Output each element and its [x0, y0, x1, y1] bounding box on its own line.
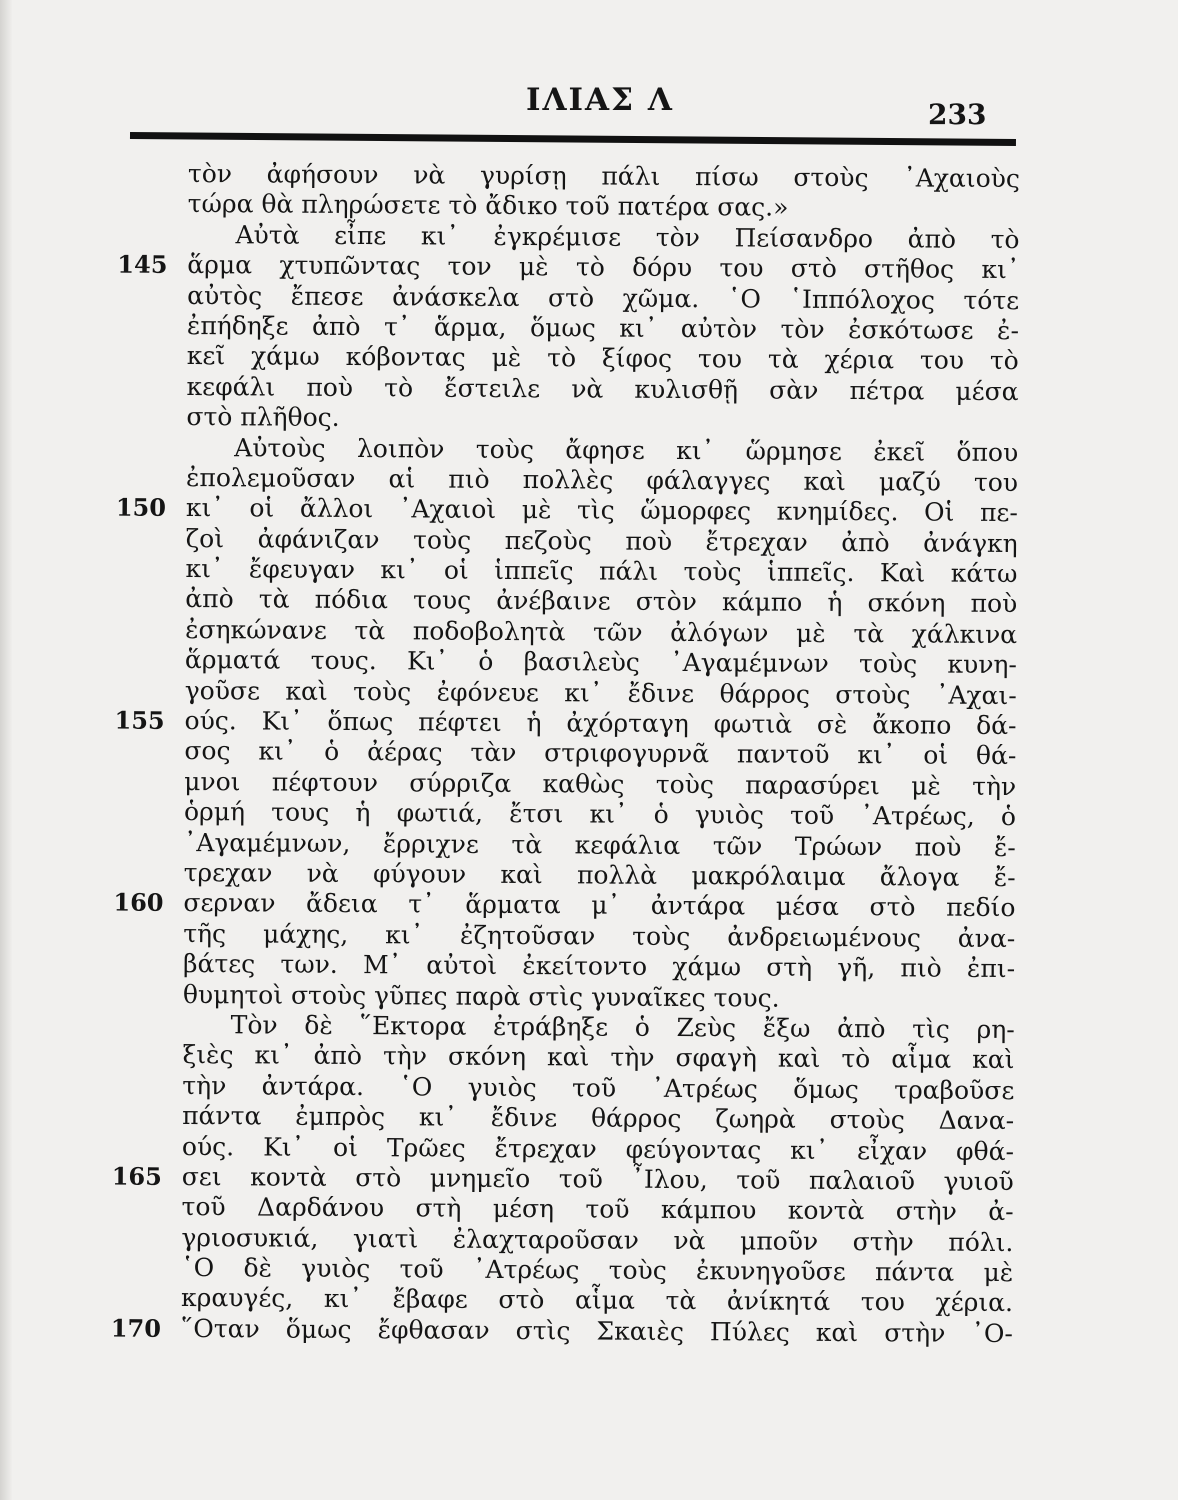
- text-line: [184, 858, 1016, 893]
- text-line: [181, 1223, 1013, 1258]
- text-line-content: σερναν ἄδεια τ᾿ ἅρματα μ᾿ ἀντάρα μέσα στὸ πεδίο: [183, 888, 1016, 923]
- text-line-content: γριοσυκιά, γιατὶ ἐλαχταροῦσαν νὰ μποῦν στὴν πόλι.: [181, 1222, 1014, 1257]
- text-line-content: ὁρμή τους ἡ φωτιά, ἔτσι κι᾿ ὁ γυιὸς τοῦ ᾿Ατρέως, ὁ: [183, 797, 1017, 832]
- text-line: [188, 189, 1020, 224]
- text-line-content: κραυγές, κι᾿ ἔβαφε στὸ αἷμα τὰ ἀνίκητά του χέρια.: [180, 1283, 1014, 1318]
- text-line: [182, 1192, 1014, 1227]
- page-left-edge-shadow: [0, 0, 12, 1500]
- text-line-content: κι᾿ οἱ ἄλλοι ᾿Αχαιοὶ μὲ τὶς ὥμορφες κνημίδες. Οἱ πε-: [185, 493, 1018, 528]
- text-line: [187, 281, 1019, 316]
- text-line-content: κεῖ χάμω κόβοντας μὲ τὸ ξίφος του τὰ χέρια του τὸ: [186, 341, 1019, 376]
- verse-line-number: 160: [113, 887, 164, 918]
- text-line: [184, 797, 1016, 832]
- verse-line-number: 145: [117, 249, 168, 280]
- text-line: [187, 341, 1019, 376]
- text-line-content: ἐπολεμοῦσαν αἱ πιὸ πολλὲς φάλαγγες καὶ μαζύ του: [185, 462, 1019, 497]
- text-line-content: ἅρματά τους. Κι᾿ ὁ βασιλεὺς ᾿Αγαμέμνων τοὺς κυνη-: [184, 645, 1018, 680]
- text-line-content: σος κι᾿ ὁ ἀέρας τὰν στριφογυρνᾶ παντοῦ κι᾿ οἱ θά-: [184, 736, 1017, 771]
- text-line-content: γοῦσε καὶ τοὺς ἐφόνευε κι᾿ ἔδινε θάρρος στοὺς ᾿Αχαι-: [184, 675, 1017, 710]
- text-line: [186, 402, 1018, 437]
- text-line-content: τρεχαν νὰ φύγουν καὶ πολλὰ μακρόλαιμα ἄλογα ἔ-: [183, 857, 1016, 893]
- text-line-content: ούς. Κι᾿ ὅπως πέφτει ἡ ἀχόρταγη φωτιὰ σὲ ἄκοπο δά-: [184, 706, 1017, 741]
- text-line: [111, 1161, 1014, 1197]
- text-line-content: ξιὲς κι᾿ ἀπὸ τὴν σκόνη καὶ τὴν σφαγὴ καὶ τὸ αἷμα καὶ: [182, 1040, 1015, 1075]
- text-line-content: Τὸν δὲ ῞Εκτορα ἐτράβηξε ὁ Ζεὺς ἔξω ἀπὸ τὶς ρη-: [230, 1010, 1015, 1045]
- text-line-content: τὴν ἀντάρα. ῾Ο γυιὸς τοῦ ᾿Ατρέως ὅμως τραβοῦσε: [182, 1070, 1015, 1105]
- text-line: [183, 919, 1015, 954]
- text-line-content: ἅρμα χτυπῶντας τον μὲ τὸ δόρυ του στὸ στῆθος κι᾿: [187, 250, 1020, 285]
- text-line-content: βάτες των. Μ᾿ αὐτοὶ ἐκείτοντο χάμω στὴ γῆ, πιὸ ἐπι-: [182, 949, 1016, 984]
- text-line: [185, 676, 1017, 711]
- text-line-content: τοῦ Δαρδάνου στὴ μέση τοῦ κάμπου κοντὰ στὴν ἀ-: [181, 1192, 1014, 1227]
- text-line: [115, 492, 1018, 528]
- body-text-block: [110, 159, 1020, 1349]
- text-line: [187, 372, 1019, 407]
- text-line-content: ῞Οταν ὅμως ἔφθασαν στὶς Σκαιὲς Πύλες καὶ στὴν ᾿Ο-: [180, 1313, 1013, 1348]
- text-line: [184, 828, 1016, 863]
- text-line-content: τὸν ἀφήσουν νὰ γυρίσῃ πάλι πίσω στοὺς ᾿Αχαιοὺς: [187, 159, 1020, 194]
- text-line-content: κεφάλι ποὺ τὸ ἔστειλε νὰ κυλισθῇ σὰν πέτρα μέσα: [186, 371, 1019, 406]
- text-line: [185, 615, 1017, 650]
- text-line: [182, 1131, 1014, 1166]
- verse-line-number: 170: [110, 1313, 162, 1343]
- text-line: [184, 736, 1016, 771]
- text-line-content: πάντα ἐμπρὸς κι᾿ ἔδινε θάρρος ζωηρὰ στοὺς Δανα-: [182, 1101, 1015, 1136]
- text-line-content: ῾Ο δὲ γυιὸς τοῦ ᾿Ατρέως τοὺς ἐκυνηγοῦσε πάντα μὲ: [181, 1253, 1014, 1288]
- text-line-content: σει κοντὰ στὸ μνημεῖο τοῦ ῏Ιλου, τοῦ παλαιοῦ γυιοῦ: [181, 1161, 1014, 1196]
- text-line: [186, 463, 1018, 498]
- text-line-content: ἀπὸ τὰ πόδια τους ἀνέβαινε στὸν κάμπο ἡ σκόνη ποὺ: [185, 584, 1018, 619]
- page-number: 233: [928, 98, 987, 131]
- text-line-content: ούς. Κι᾿ οἱ Τρῶες ἔτρεχαν φεύγοντας κι᾿ εἶχαν φθά-: [181, 1131, 1015, 1166]
- text-line-content: στὸ πλῆθος.: [186, 402, 340, 433]
- running-header-title: ΙΛΙΑΣ Λ: [526, 82, 674, 118]
- text-line: [187, 311, 1019, 346]
- text-line: [183, 980, 1015, 1015]
- text-line: [182, 1040, 1014, 1075]
- text-line-content: μνοι πέφτουν σύρριζα καθὼς τοὺς παρασύρει μὲ τὴν: [184, 766, 1017, 801]
- text-line: [186, 433, 1018, 468]
- text-line-content: τῆς μάχης, κι᾿ ἐζητοῦσαν τοὺς ἀνδρειωμένους ἀνα-: [183, 918, 1016, 953]
- verse-line-number: 155: [114, 705, 165, 735]
- verse-line-number: 150: [115, 492, 167, 523]
- text-line-content: ᾿Αγαμέμνων, ἔρριχνε τὰ κεφάλια τῶν Τρώων ποὺ ἔ-: [183, 827, 1016, 862]
- text-line: [185, 584, 1017, 619]
- text-line-content: θυμητοὶ στοὺς γῦπες παρὰ στὶς γυναῖκες τους.: [182, 979, 780, 1013]
- text-line: [183, 949, 1015, 984]
- text-line-content: ἐπήδηξε ἀπὸ τ᾿ ἅρμα, ὅμως κι᾿ αὐτὸν τὸν ἐσκότωσε ἐ-: [186, 310, 1020, 346]
- text-line: [188, 159, 1020, 194]
- text-line-content: ζοὶ ἀφάνιζαν τοὺς πεζοὺς ποὺ ἔτρεχαν ἀπὸ ἀνάγκη: [185, 523, 1018, 558]
- text-line: [113, 887, 1016, 923]
- text-line-content: ἐσηκώνανε τὰ ποδοβολητὰ τῶν ἀλόγων μὲ τὰ χάλκινα: [185, 614, 1018, 649]
- text-line: [181, 1283, 1013, 1318]
- text-line: [185, 645, 1017, 680]
- text-line: [182, 1071, 1014, 1106]
- text-line: [187, 220, 1019, 255]
- text-line: [117, 249, 1020, 285]
- text-line-content: κι᾿ ἔφευγαν κι᾿ οἱ ἱππεῖς πάλι τοὺς ἱππεῖς. Καὶ κάτω: [185, 554, 1018, 589]
- text-line-content: Αὐτοὺς λοιπὸν τοὺς ἄφησε κι᾿ ὥρμησε ἐκεῖ ὅπου: [234, 432, 1019, 467]
- text-line: [186, 524, 1018, 559]
- verse-line-number: 165: [111, 1161, 162, 1191]
- text-line: [184, 767, 1016, 802]
- text-line-content: Αὐτὰ εἶπε κι᾿ ἐγκρέμισε τὸν Πείσανδρο ἀπὸ τὸ: [235, 220, 1020, 254]
- text-line: [182, 1101, 1014, 1136]
- text-line: [185, 554, 1017, 589]
- header-rule: [130, 132, 1016, 146]
- text-line-content: αὐτὸς ἔπεσε ἀνάσκελα στὸ χῶμα. ῾Ο ῾Ιππόλοχος τότε: [187, 280, 1020, 315]
- text-line-content: τώρα θὰ πληρώσετε τὸ ἄδικο τοῦ πατέρα σας.»: [187, 189, 789, 223]
- text-line: [114, 705, 1017, 741]
- text-line: [110, 1313, 1013, 1349]
